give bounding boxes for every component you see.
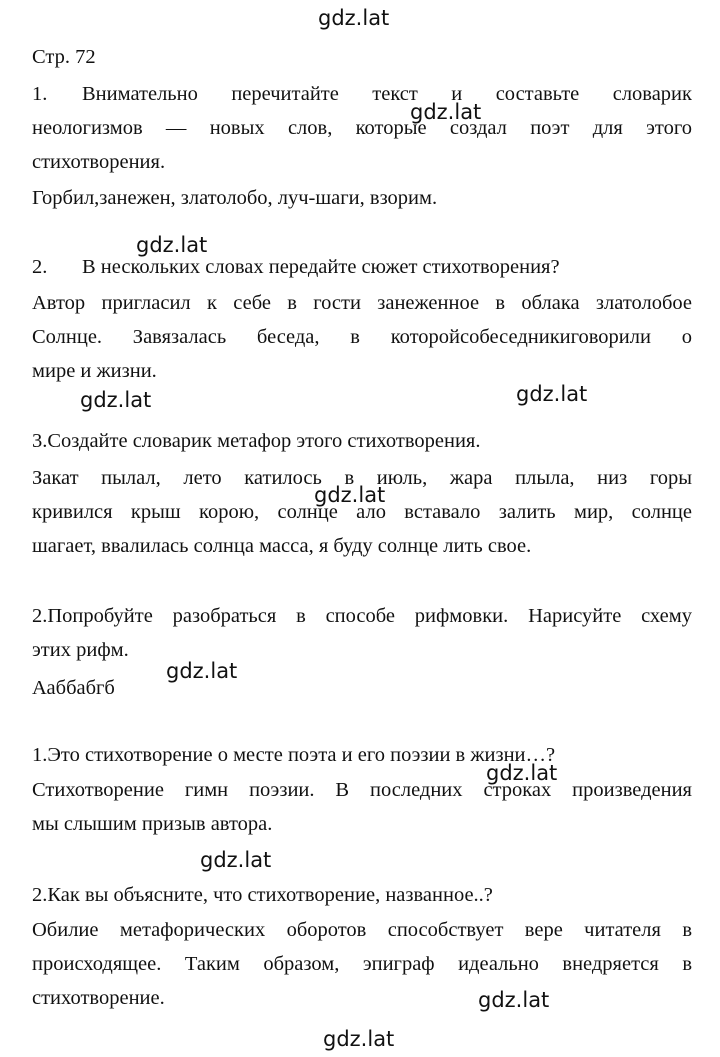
- question-2-number: 2.: [32, 256, 48, 278]
- question-1-line-1: 1. Внимательно перечитайте текст и составьте словарик: [32, 77, 692, 111]
- answer-6-line-1: Обилие метафорических оборотов способствует вере читателя в: [32, 919, 692, 941]
- watermark: gdz.lat: [323, 1027, 395, 1051]
- answer-3-line-2: кривился крыш корою, солнце ало вставало залить мир, солнце: [32, 501, 692, 523]
- answer-2: [32, 286, 692, 388]
- question-1-line-2: неологизмов — новых слов, которые создал поэт для этого: [32, 117, 692, 139]
- answer-3-line-3: шагает, ввалилась солнца масса, я буду солнце лить свое.: [32, 535, 532, 557]
- question-4-line-1: 2.Попробуйте разобраться в способе рифмовки. Нарисуйте схему: [32, 605, 692, 627]
- watermark: gdz.lat: [136, 233, 208, 257]
- watermark: gdz.lat: [410, 100, 482, 124]
- answer-2-line-1: Автор пригласил к себе в гости занеженное в облака златолобое: [32, 292, 692, 314]
- page-label: Стр. 72: [32, 46, 96, 68]
- answer-6-line-3: стихотворение.: [32, 987, 165, 1009]
- question-5-line-1: 1.Это стихотворение о месте поэта и его поэзии в жизни…?: [32, 744, 556, 766]
- answer-5-line-1: Стихотворение гимн поэзии. В последних строках произведения: [32, 779, 692, 801]
- watermark: gdz.lat: [314, 483, 386, 507]
- answer-2-line-3: мире и жизни.: [32, 360, 157, 382]
- watermark: gdz.lat: [200, 848, 272, 872]
- answer-3-line-1: Закат пылал, лето катилось в июль, жара плыла, низ горы: [32, 467, 692, 489]
- watermark: gdz.lat: [166, 659, 238, 683]
- answer-1-line-1: Горбил,занежен, златолобо, луч-шаги, взорим.: [32, 187, 438, 209]
- question-4-line-2: этих рифм.: [32, 639, 129, 661]
- answer-5: [32, 773, 692, 841]
- answer-1: [32, 181, 692, 215]
- question-3: [32, 424, 692, 458]
- question-6-line-1: 2.Как вы объясните, что стихотворение, названное..?: [32, 884, 493, 906]
- watermark: gdz.lat: [478, 988, 550, 1012]
- question-3-line-1: 3.Создайте словарик метафор этого стихотворения.: [32, 430, 481, 452]
- answer-4-line-1: Ааббабгб: [32, 677, 115, 699]
- question-6: [32, 878, 692, 912]
- answer-5-line-2: мы слышим призыв автора.: [32, 813, 273, 835]
- question-2-line-1: 2. В нескольких словах передайте сюжет стихотворения?: [32, 250, 692, 284]
- answer-2-line-2: Солнце. Завязалась беседа, в которойсобеседникиговорили о: [32, 326, 692, 348]
- question-1: [32, 77, 692, 179]
- watermark: gdz.lat: [516, 382, 588, 406]
- watermark: gdz.lat: [486, 761, 558, 785]
- answer-6: [32, 913, 692, 1015]
- answer-6-line-2: происходящее. Таким образом, эпиграф идеально внедряется в: [32, 953, 692, 975]
- question-1-number: 1.: [32, 83, 48, 105]
- watermark: gdz.lat: [318, 6, 390, 30]
- watermark: gdz.lat: [80, 388, 152, 412]
- question-1-line-3: стихотворения.: [32, 151, 166, 173]
- answer-3: [32, 461, 692, 563]
- question-4: [32, 599, 692, 667]
- question-5: [32, 738, 692, 772]
- question-2: [32, 250, 692, 284]
- answer-4: [32, 671, 692, 705]
